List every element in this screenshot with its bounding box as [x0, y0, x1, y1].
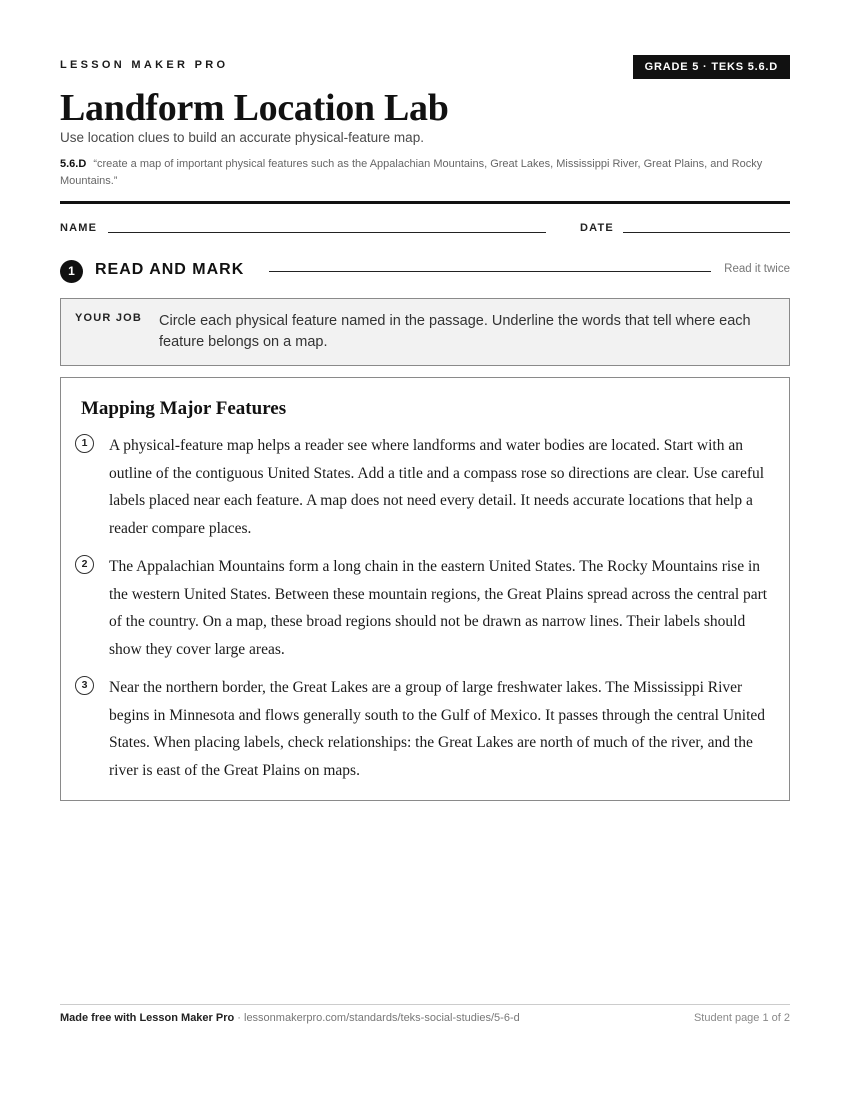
passage-paragraph-1: [75, 432, 771, 542]
worksheet-page: [60, 0, 790, 1100]
your-job-text: Circle each physical feature named in the passage. Underline the words that tell where each feature belongs on a map.: [159, 313, 751, 350]
passage-paragraph-3: [75, 674, 771, 784]
paragraph-text: Near the northern border, the Great Lakes are a group of large freshwater lakes. The Mississippi River begins in Minnesota and flows generally south to the Gulf of Mexico. It passes through the central United States. When placing labels, check relationships: the Great Lakes are north of much of the river, and the river is east of the Great Plains on maps.: [109, 679, 766, 779]
paragraph-text: The Appalachian Mountains form a long chain in the eastern United States. The Rocky Mountains rise in the western United States. Between these mountain regions, the Great Plains spread across the central part of the country. On a map, these broad regions should not be drawn as narrow lines. Their labels should show they cover large areas.: [109, 558, 768, 658]
top-bar: [60, 55, 790, 79]
standard-note: [60, 156, 790, 190]
header-divider: [60, 201, 790, 204]
paragraph-number: 3: [75, 676, 94, 695]
footer-credit: [60, 1012, 520, 1024]
passage-paragraph-2: [75, 553, 771, 663]
passage-title: Mapping Major Features: [81, 398, 287, 419]
section-header: [60, 259, 790, 283]
page-subtitle: Use location clues to build an accurate physical-feature map.: [60, 130, 424, 145]
section-divider: [269, 271, 711, 272]
section-note: Read it twice: [724, 263, 790, 275]
your-job-box: [60, 298, 790, 366]
name-field[interactable]: [108, 232, 546, 233]
name-date-row: [60, 222, 790, 238]
paragraph-number: 2: [75, 555, 94, 574]
footer-divider: [60, 1004, 790, 1005]
page-title: Landform Location Lab: [60, 87, 449, 129]
brand-name: LESSON MAKER PRO: [60, 59, 229, 71]
date-label: DATE: [580, 222, 614, 234]
section-number-badge: 1: [60, 260, 83, 283]
your-job-label: YOUR JOB: [75, 312, 143, 324]
footer-url[interactable]: · lessonmakerpro.com/standards/teks-social-studies/5-6-d: [234, 1012, 520, 1024]
section-title: READ AND MARK: [95, 261, 245, 278]
footer-made-with: Made free with Lesson Maker Pro: [60, 1012, 235, 1024]
paragraph-text: A physical-feature map helps a reader see where landforms and water bodies are located. Start with an outline of the contiguous United States. Add a title and a compass rose so directions are clear. Use careful labels placed near each feature. A map does not need every detail. It needs accurate locations that help a reader compare places.: [109, 437, 765, 537]
standard-text: “create a map of important physical features such as the Appalachian Mountains, Great Lakes, Mississippi River, Great Plains, and Rocky Mountains.”: [60, 158, 763, 187]
name-label: NAME: [60, 222, 98, 234]
paragraph-number: 1: [75, 434, 94, 453]
standard-code: 5.6.D: [60, 158, 87, 170]
grade-badge: GRADE 5 · TEKS 5.6.D: [633, 55, 790, 79]
date-field[interactable]: [623, 232, 790, 233]
footer-page-number: Student page 1 of 2: [693, 1012, 790, 1024]
passage-box: [60, 377, 790, 801]
